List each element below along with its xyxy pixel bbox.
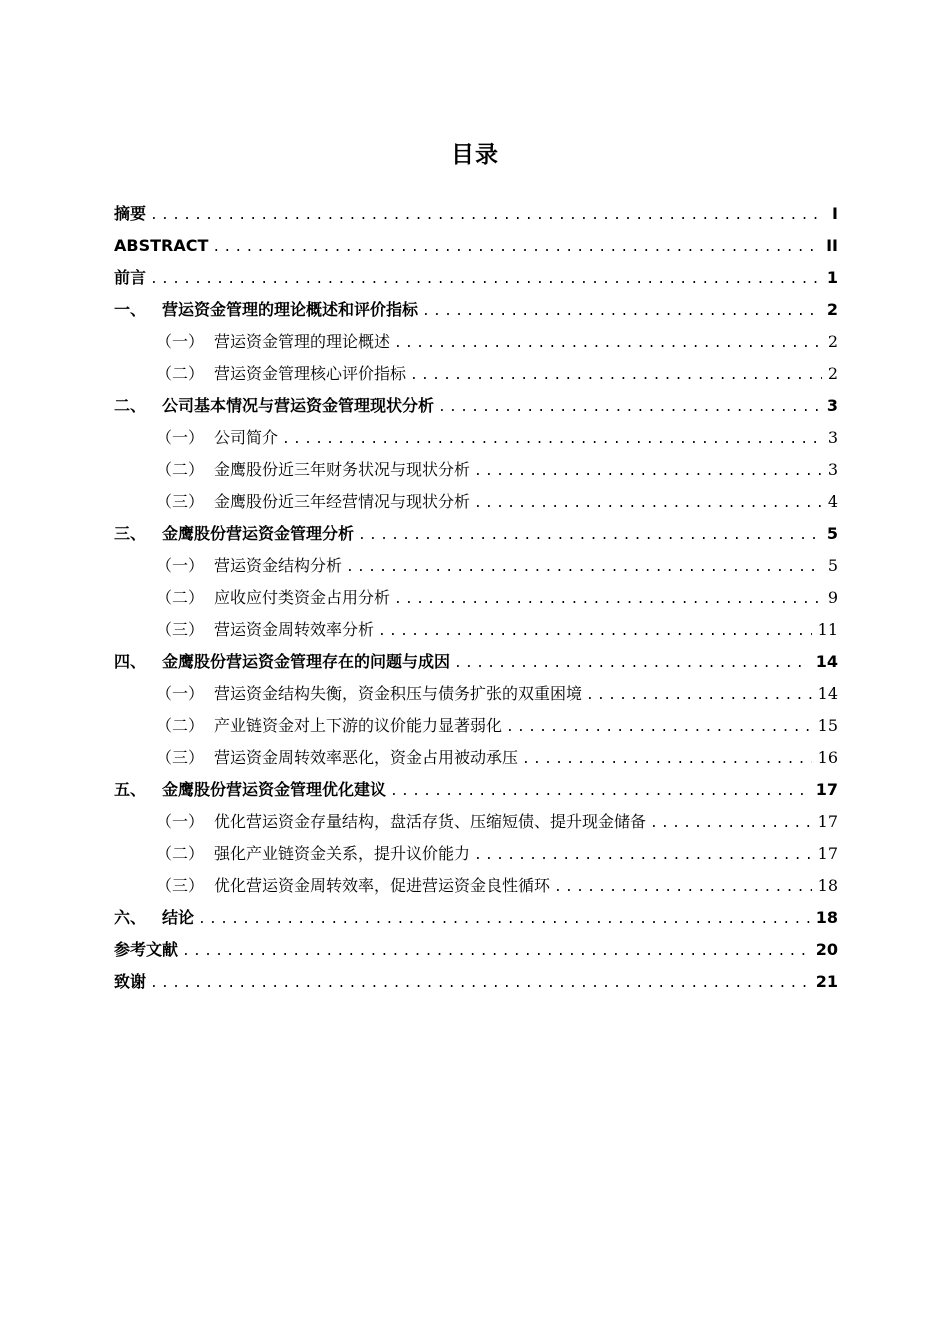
toc-entry-page: 4 xyxy=(827,492,838,511)
toc-entry-title: 金鹰股份营运资金管理存在的问题与成因 xyxy=(162,652,451,671)
toc-entry-number: （二） xyxy=(156,844,205,863)
toc-entry-number: （三） xyxy=(156,620,205,639)
toc-entry-page: 2 xyxy=(827,332,838,351)
toc-entry[interactable] xyxy=(114,262,838,294)
toc-dot-leader xyxy=(346,552,822,584)
toc-entry-number: （三） xyxy=(156,748,205,767)
toc-entry-title: 优化营运资金周转效率，促进营运资金良性循环 xyxy=(214,876,551,895)
toc-entry-page: 17 xyxy=(817,844,838,863)
toc-dot-leader xyxy=(422,296,821,328)
toc-dot-leader xyxy=(554,872,812,904)
toc-entry[interactable] xyxy=(114,966,838,998)
toc-entry-number: （一） xyxy=(156,556,205,575)
toc-entry-title: ABSTRACT xyxy=(114,236,209,255)
toc-entry[interactable] xyxy=(114,198,838,230)
toc-entry-title: 金鹰股份近三年财务状况与现状分析 xyxy=(214,460,471,479)
toc-entry[interactable] xyxy=(114,582,838,614)
toc-entry-title: 金鹰股份营运资金管理分析 xyxy=(162,524,355,543)
toc-entry-title: 营运资金管理的理论概述和评价指标 xyxy=(162,300,419,319)
toc-entry[interactable] xyxy=(114,454,838,486)
toc-dot-leader xyxy=(150,200,822,232)
toc-dot-leader xyxy=(198,904,810,936)
toc-entry-title: 金鹰股份近三年经营情况与现状分析 xyxy=(214,492,471,511)
toc-entry-number: （一） xyxy=(156,812,205,831)
toc-entry[interactable] xyxy=(114,614,838,646)
toc-entry[interactable] xyxy=(114,550,838,582)
toc-entry-page: 2 xyxy=(826,300,838,319)
toc-entry-page: 2 xyxy=(827,364,838,383)
toc-entry-title: 营运资金结构失衡，资金积压与债务扩张的双重困境 xyxy=(214,684,583,703)
toc-entry-number: 一、 xyxy=(114,300,147,319)
toc-entry-title: 公司简介 xyxy=(214,428,279,447)
toc-dot-leader xyxy=(506,712,812,744)
toc-entry[interactable] xyxy=(114,294,838,326)
toc-dot-leader xyxy=(474,840,812,872)
toc-dot-leader xyxy=(358,520,821,552)
toc-entry-title: 应收应付类资金占用分析 xyxy=(214,588,391,607)
toc-entry[interactable] xyxy=(114,518,838,550)
toc-entry-title: 产业链资金对上下游的议价能力显著弱化 xyxy=(214,716,503,735)
toc-entry-title: 参考文献 xyxy=(114,940,179,959)
toc-dot-leader xyxy=(650,808,812,840)
toc-entry-title: 结论 xyxy=(162,908,195,927)
toc-entry[interactable] xyxy=(114,742,838,774)
toc-entry-page: 20 xyxy=(815,940,838,959)
toc-entry-title: 摘要 xyxy=(114,204,147,223)
toc-entry-page: 3 xyxy=(826,396,838,415)
toc-entry-number: （一） xyxy=(156,684,205,703)
toc-entry[interactable] xyxy=(114,326,838,358)
toc-entry-number: 三、 xyxy=(114,524,147,543)
toc-entry-number: （一） xyxy=(156,332,205,351)
toc-entry-page: 5 xyxy=(827,556,838,575)
toc-dot-leader xyxy=(282,424,822,456)
toc-entry-page: 3 xyxy=(827,460,838,479)
toc-entry-page: 15 xyxy=(817,716,838,735)
toc-entry-title: 营运资金结构分析 xyxy=(214,556,343,575)
toc-entry-number: 四、 xyxy=(114,652,147,671)
toc-entry-number: 五、 xyxy=(114,780,147,799)
page-title: 目录 xyxy=(451,142,499,168)
toc-entry-page: 9 xyxy=(827,588,838,607)
toc-entry-title: 营运资金管理核心评价指标 xyxy=(214,364,407,383)
toc-dot-leader xyxy=(522,744,812,776)
toc-entry-number: （二） xyxy=(156,460,205,479)
toc-entry-page: 17 xyxy=(815,780,838,799)
toc-entry[interactable] xyxy=(114,422,838,454)
toc-entry-page: 5 xyxy=(826,524,838,543)
toc-dot-leader xyxy=(586,680,812,712)
toc-dot-leader xyxy=(182,936,810,968)
toc-dot-leader xyxy=(474,456,822,488)
toc-entry-page: 18 xyxy=(817,876,838,895)
toc-entry-page: 21 xyxy=(815,972,838,991)
toc-entry[interactable] xyxy=(114,486,838,518)
toc-dot-leader xyxy=(394,584,822,616)
toc-entry[interactable] xyxy=(114,838,838,870)
toc-entry-number: （三） xyxy=(156,876,205,895)
toc-entry-page: 11 xyxy=(817,620,838,639)
toc-entry-title: 强化产业链资金关系，提升议价能力 xyxy=(214,844,471,863)
toc-entry-page: II xyxy=(826,236,838,255)
toc-entry-title: 营运资金周转效率分析 xyxy=(214,620,375,639)
toc-entry[interactable] xyxy=(114,774,838,806)
toc-dot-leader xyxy=(474,488,822,520)
toc-entry[interactable] xyxy=(114,902,838,934)
toc-entry-number: 二、 xyxy=(114,396,147,415)
toc-entry[interactable] xyxy=(114,870,838,902)
toc-entry[interactable] xyxy=(114,710,838,742)
toc-dot-leader xyxy=(454,648,810,680)
toc-entry[interactable] xyxy=(114,390,838,422)
toc-entry-number: （二） xyxy=(156,364,205,383)
toc-entry-title: 营运资金周转效率恶化，资金占用被动承压 xyxy=(214,748,519,767)
toc-entry[interactable] xyxy=(114,934,838,966)
toc-entry-page: 17 xyxy=(817,812,838,831)
toc-entry-title: 营运资金管理的理论概述 xyxy=(214,332,391,351)
toc-entry-page: 16 xyxy=(817,748,838,767)
toc-entry-number: （二） xyxy=(156,588,205,607)
toc-entry-page: 14 xyxy=(817,684,838,703)
toc-entry-page: 1 xyxy=(826,268,838,287)
toc-dot-leader xyxy=(390,776,810,808)
toc-dot-leader xyxy=(394,328,822,360)
toc-entry-page: 3 xyxy=(827,428,838,447)
toc-entry-number: （一） xyxy=(156,428,205,447)
toc-entry-title: 致谢 xyxy=(114,972,147,991)
toc-entry-number: （三） xyxy=(156,492,205,511)
table-of-contents xyxy=(114,198,838,998)
toc-dot-leader xyxy=(212,232,820,264)
toc-entry[interactable] xyxy=(114,678,838,710)
toc-dot-leader xyxy=(378,616,812,648)
toc-entry-title: 金鹰股份营运资金管理优化建议 xyxy=(162,780,387,799)
toc-entry-title: 优化营运资金存量结构，盘活存货、压缩短债、提升现金储备 xyxy=(214,812,647,831)
toc-dot-leader xyxy=(438,392,821,424)
toc-entry-number: 六、 xyxy=(114,908,147,927)
toc-entry-page: 18 xyxy=(815,908,838,927)
toc-dot-leader xyxy=(150,264,821,296)
toc-entry[interactable] xyxy=(114,230,838,262)
toc-entry-title: 公司基本情况与营运资金管理现状分析 xyxy=(162,396,435,415)
toc-entry-number: （二） xyxy=(156,716,205,735)
toc-entry[interactable] xyxy=(114,646,838,678)
toc-entry-title: 前言 xyxy=(114,268,147,287)
toc-entry[interactable] xyxy=(114,806,838,838)
toc-entry-page: I xyxy=(832,204,838,223)
toc-entry[interactable] xyxy=(114,358,838,390)
toc-dot-leader xyxy=(410,360,822,392)
toc-dot-leader xyxy=(150,968,810,1000)
toc-entry-page: 14 xyxy=(815,652,838,671)
